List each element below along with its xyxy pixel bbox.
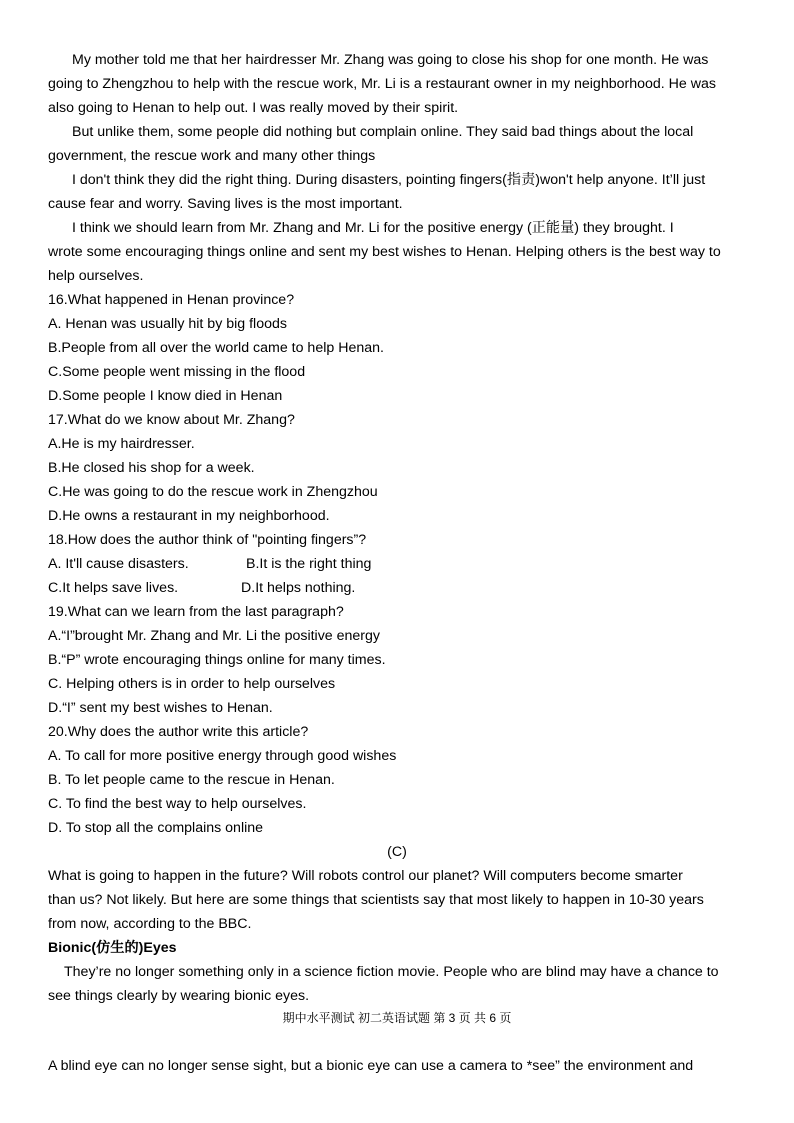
passage-b-p3-line2: cause fear and worry. Saving lives is the most important. — [48, 196, 403, 212]
passage-b-p3-line1: I don't think they did the right thing. During disasters, pointing fingers(指责)won't help anyone. It’ll just — [72, 172, 706, 188]
question-16-option-c: C.Some people went missing in the flood — [48, 364, 306, 380]
question-17-option-a: A.He is my hairdresser. — [48, 436, 195, 452]
question-18-option-d: D.It helps nothing. — [241, 580, 356, 596]
passage-c-intro-line1: What is going to happen in the future? Will robots control our planet? Will computers become smarter — [48, 868, 683, 884]
passage-b-p4-line1: I think we should learn from Mr. Zhang and Mr. Li for the positive energy (正能量) they brought. I — [72, 220, 674, 236]
question-16-stem: 16.What happened in Henan province? — [48, 292, 295, 308]
question-20-option-b: B. To let people came to the rescue in Henan. — [48, 772, 335, 788]
passage-b-p4-line2: wrote some encouraging things online and sent my best wishes to Henan. Helping others is the best way to — [48, 244, 721, 260]
passage-c-p1-line1: They’re no longer something only in a science fiction movie. People who are blind may have a chance to — [64, 964, 719, 980]
question-18-option-b: B.It is the right thing — [246, 556, 372, 572]
passage-b-p2-line1: But unlike them, some people did nothing but complain online. They said bad things about the local — [72, 124, 694, 140]
question-19-option-a: A.“I”brought Mr. Zhang and Mr. Li the positive energy — [48, 628, 380, 644]
page-footer: 期中水平测试 初二英语试题 第 3 页 共 6 页 — [282, 1011, 512, 1025]
passage-b-p4-line3: help ourselves. — [48, 268, 144, 284]
question-16-option-b: B.People from all over the world came to help Henan. — [48, 340, 384, 356]
passage-b-p1-line3: also going to Henan to help out. I was really moved by their spirit. — [48, 100, 459, 116]
question-18-option-c: C.It helps save lives. — [48, 580, 179, 596]
passage-c-intro-line2: than us? Not likely. But here are some things that scientists say that most likely to happen in 10-30 years — [48, 892, 704, 908]
question-20-option-a: A. To call for more positive energy through good wishes — [48, 748, 397, 764]
passage-b-p1-line1: My mother told me that her hairdresser Mr. Zhang was going to close his shop for one month. He was — [72, 52, 709, 68]
question-20-stem: 20.Why does the author write this article? — [48, 724, 309, 740]
passage-c-intro-line3: from now, according to the BBC. — [48, 916, 252, 932]
section-c-label: (C) — [387, 844, 407, 860]
question-16-option-d: D.Some people I know died in Henan — [48, 388, 283, 404]
question-17-option-c: C.He was going to do the rescue work in Zhengzhou — [48, 484, 378, 500]
next-page-line1: A blind eye can no longer sense sight, but a bionic eye can use a camera to *see” the environment and — [48, 1058, 694, 1074]
section-heading-bionic-eyes: Bionic(仿生的)Eyes — [48, 940, 177, 956]
passage-b-p1-line2: going to Zhengzhou to help with the rescue work, Mr. Li is a restaurant owner in my neighborhood. He was — [48, 76, 716, 92]
question-20-option-c: C. To find the best way to help ourselves. — [48, 796, 307, 812]
question-19-option-c: C. Helping others is in order to help ourselves — [48, 676, 336, 692]
question-19-stem: 19.What can we learn from the last paragraph? — [48, 604, 344, 620]
passage-b-p2-line2: government, the rescue work and many other things — [48, 148, 376, 164]
question-18-option-a: A. It'll cause disasters. — [48, 556, 189, 572]
question-18-stem: 18.How does the author think of "pointing fingers”? — [48, 532, 367, 548]
question-20-option-d: D. To stop all the complains online — [48, 820, 264, 836]
question-17-option-d: D.He owns a restaurant in my neighborhood. — [48, 508, 330, 524]
question-17-option-b: B.He closed his shop for a week. — [48, 460, 255, 476]
question-19-option-b: B.“P” wrote encouraging things online for many times. — [48, 652, 386, 668]
question-16-option-a: A. Henan was usually hit by big floods — [48, 316, 287, 332]
question-19-option-d: D.“I” sent my best wishes to Henan. — [48, 700, 273, 716]
question-17-stem: 17.What do we know about Mr. Zhang? — [48, 412, 295, 428]
passage-c-p1-line2: see things clearly by wearing bionic eyes. — [48, 988, 310, 1004]
